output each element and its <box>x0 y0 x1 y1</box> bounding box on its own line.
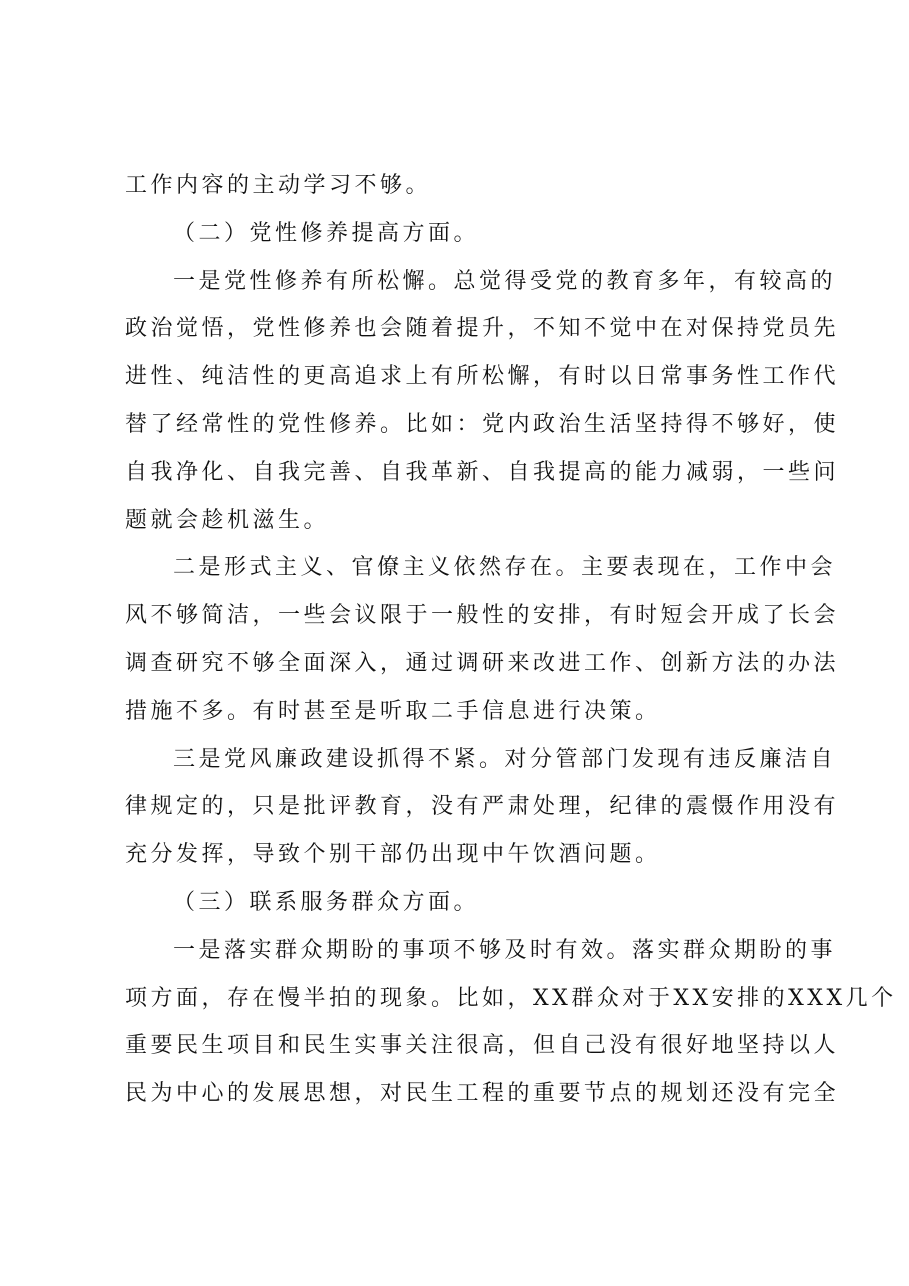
document-body <box>125 162 897 1118</box>
text-line: 自我净化、自我完善、自我革新、自我提高的能力减弱，一些问 <box>125 459 840 485</box>
paragraph-first-line: 二是形式主义、官僚主义依然存在。主要表现在，工作中会 <box>173 555 837 581</box>
text-line: 重要民生项目和民生实事关注很高，但自己没有很好地坚持以人 <box>125 1033 840 1059</box>
text-line: 进性、纯洁性的更高追求上有所松懈，有时以日常事务性工作代 <box>125 364 840 390</box>
text-line: 民为中心的发展思想，对民生工程的重要节点的规划还没有完全 <box>125 1081 840 1107</box>
section-heading: （三）联系服务群众方面。 <box>173 889 480 915</box>
text-line: 律规定的，只是批评教育，没有严肃处理，纪律的震慑作用没有 <box>125 794 840 820</box>
text-line: 工作内容的主动学习不够。 <box>125 173 432 198</box>
text-line: 项方面，存在慢半拍的现象。比如，XX群众对于XX安排的XXX几个 <box>125 985 897 1011</box>
text-line: 措施不多。有时甚至是听取二手信息进行决策。 <box>125 698 661 724</box>
text-line: 政治觉悟，党性修养也会随着提升，不知不觉中在对保持党员先 <box>125 316 840 342</box>
text-line: 充分发挥，导致个别干部仍出现中午饮酒问题。 <box>125 842 661 868</box>
section-heading: （二）党性修养提高方面。 <box>173 220 480 246</box>
paragraph-first-line: 一是党性修养有所松懈。总觉得受党的教育多年，有较高的 <box>173 268 837 294</box>
paragraph-first-line: 一是落实群众期盼的事项不够及时有效。落实群众期盼的事 <box>173 937 837 963</box>
text-line: 替了经常性的党性修养。比如：党内政治生活坚持得不够好，使 <box>125 411 840 437</box>
text-line: 调查研究不够全面深入，通过调研来改进工作、创新方法的办法 <box>125 650 840 676</box>
paragraph-first-line: 三是党风廉政建设抓得不紧。对分管部门发现有违反廉洁自 <box>173 746 837 772</box>
text-line: 风不够简洁，一些会议限于一般性的安排，有时短会开成了长会 <box>125 603 840 629</box>
text-line: 题就会趁机滋生。 <box>125 507 330 533</box>
